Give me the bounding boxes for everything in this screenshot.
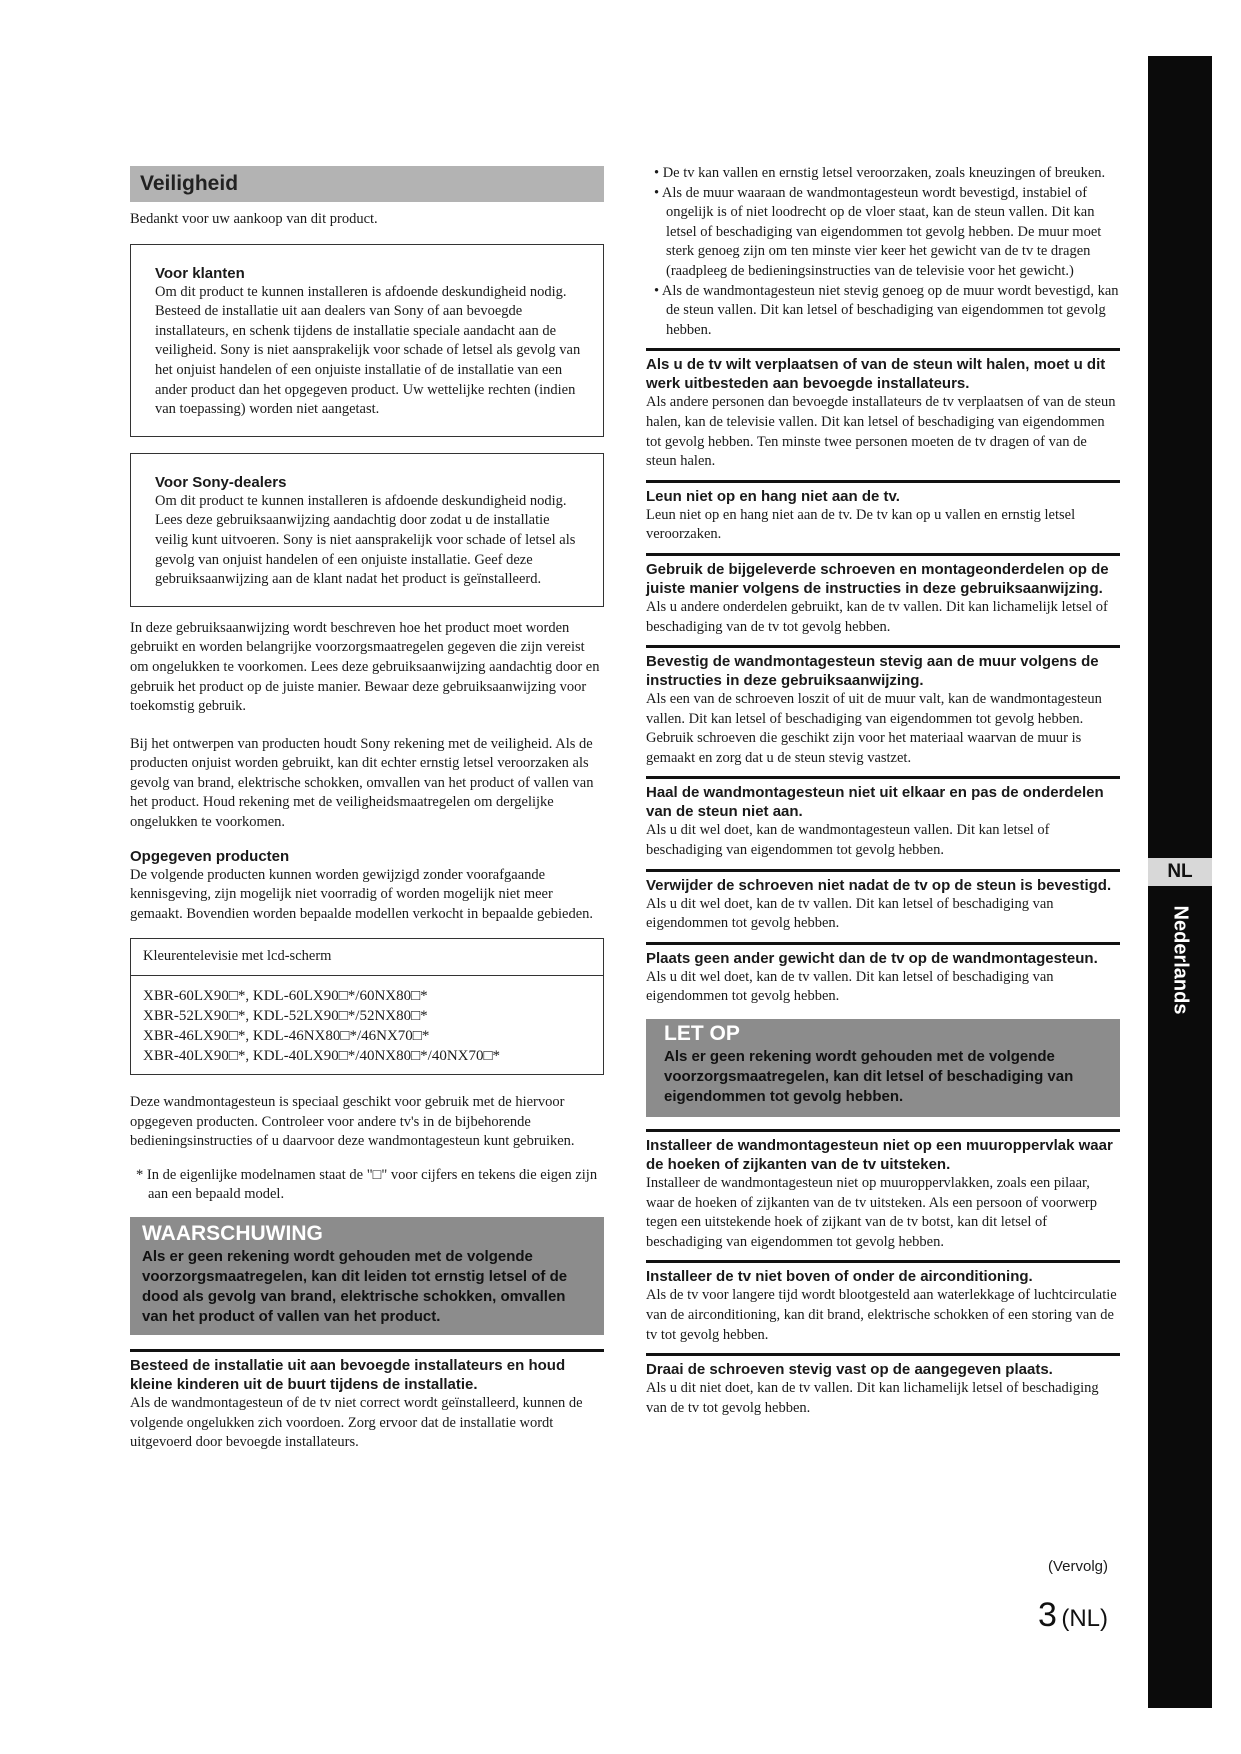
section-heading: Bevestig de wandmontagesteun stevig aan de muur volgens de instructies in deze gebruiksaanwijzing. [646,653,1099,690]
warning-title: WAARSCHUWING [142,1222,323,1245]
section-heading: Verwijder de schroeven niet nadat de tv op de steun is bevestigd. [646,876,1112,894]
bullet-item: • Als de wandmontagesteun niet stevig genoeg op de muur wordt bevestigd, kan de steun vallen. Dit kan letsel of beschadiging van eigendommen tot gevolg hebben. [646,282,1120,341]
dealers-heading: Voor Sony-dealers [155,473,287,491]
risk-bullet-list [646,164,1120,340]
customers-text: Om dit product te kunnen installeren is afdoende deskundigheid nodig. Besteed de installatie uit aan dealers van Sony of aan bevoegde installateurs, en schenk tijdens de installatie speciale aandacht aan de veiligheid. Sony is niet aansprakelijk voor schade of letsel als gevolg van het onjuist handelen of een onjuiste installatie of de installatie van een ander product dan het opgegeven product. Uw wettelijke rechten (indien van toepassing) worden niet aangetast. [155,283,581,418]
section-heading: Leun niet op en hang niet aan de tv. [646,487,900,505]
section-move-tv [646,348,1120,471]
section-heading: Draai de schroeven stevig vast op de aangegeven plaats. [646,1361,1053,1379]
model-category: Kleurentelevisie met lcd-scherm [131,939,603,976]
section-heading: Installeer de wandmontagesteun niet op een muuroppervlak waar de hoeken of zijkanten van de tv uitsteken. [646,1137,1113,1174]
install-heading: Besteed de installatie uit aan bevoegde installateurs en houd kleine kinderen uit de buurt tijdens de installatie. [130,1357,566,1393]
section-heading: Als u de tv wilt verplaatsen of van de steun wilt halen, moet u dit werk uitbesteden aan bevoegde installateurs. [646,356,1106,393]
page-number [980,1596,1108,1635]
paragraph-compatibility: Deze wandmontagesteun is speciaal geschikt voor gebruik met de hiervoor opgegeven producten. Controleer voor andere tv's in de bijbehorende bedieningsinstructies of u daarvoor deze wandmontagesteun kunt gebruiken. [130,1094,575,1150]
paragraph-usage: In deze gebruiksaanwijzing wordt beschreven hoe het product moet worden gebruikt en worden belangrijke voorzorgsmaatregelen gegeven die zijn vereist om ongelukken te voorkomen. Lees deze gebruiksaanwijzing aandachtig door en gebruik het product op de juiste manier. Bewaar deze gebruiksaanwijzing voor toekomstig gebruik. [130,619,600,715]
section-secure-bracket [646,645,1120,768]
caution-box [646,1019,1120,1117]
section-text: Als u dit niet doet, kan de tv vallen. Dit kan lichamelijk letsel of beschadiging van de tv tot gevolg hebben. [646,1380,1099,1416]
section-title-veiligheid: Veiligheid [130,166,604,202]
model-table [130,938,604,1075]
language-code-badge: NL [1148,858,1212,886]
section-heading: Installeer de tv niet boven of onder de airconditioning. [646,1268,1033,1286]
section-text: Als de tv voor langere tijd wordt blootgesteld aan waterlekkage of luchtcirculatie van de airconditioning, kan dit brand, elektrische schokken of een storing van de tv tot gevolg hebben. [646,1287,1117,1343]
bullet-item: • Als de muur waaraan de wandmontagesteun wordt bevestigd, instabiel of ongelijk is of niet loodrecht op de vloer staat, kan de steun vallen. Dit kan letsel of beschadiging van eigendommen tot gevolg hebben. De muur moet sterk genoeg zijn om ten minste vier keer het gewicht van de tv te dragen (raadpleeg de bedieningsinstructies van de televisie voor het gewicht.) [646,184,1120,282]
section-heading: Plaats geen ander gewicht dan de tv op de wandmontagesteun. [646,949,1098,967]
section-airconditioning [646,1260,1120,1345]
page-number-value: 3 [1037,1596,1057,1634]
paragraph-safety: Bij het ontwerpen van producten houdt Sony rekening met de veiligheid. Als de producten onjuist worden gebruikt, kan dit echter ernstig letsel veroorzaken als gevolg van brand, elektrische schokken, omvallen van het product of vallen van het product. Houd rekening met de veiligheidsmaatregelen om dergelijke ongelukken te voorkomen. [130,735,594,831]
caution-title: LET OP [664,1022,740,1046]
bullet-item: • De tv kan vallen en ernstig letsel veroorzaken, zoals kneuzingen of breuken. [646,164,1120,184]
section-text: Als u andere onderdelen gebruikt, kan de tv vallen. Dit kan lichamelijk letsel of beschadiging van de tv tot gevolg hebben. [646,598,1108,635]
section-text: Leun niet op en hang niet aan de tv. De tv kan op u vallen en ernstig letsel veroorzaken. [646,506,1076,543]
section-disassemble [646,776,1120,860]
section-screws-parts [646,553,1120,637]
warning-box [130,1217,604,1335]
section-text: Als u dit wel doet, kan de tv vallen. Dit kan letsel of beschadiging van eigendommen tot gevolg hebben. [646,968,1054,1005]
continued-label: (Vervolg) [1047,1558,1108,1575]
section-text: Installeer de wandmontagesteun niet op muuroppervlakken, zoals een pilaar, waar de hoeken of zijkanten van de tv uitsteken. Als een persoon of voorwerp tegen een uitstekende hoek of zijkant van de tv botst, kan dit letsel of beschadiging van eigendommen tot gevolg hebben. [646,1175,1097,1250]
intro-text: Bedankt voor uw aankoop van dit product. [130,211,378,227]
section-text: Als u dit wel doet, kan de wandmontagesteun vallen. Dit kan letsel of beschadiging van eigendommen tot gevolg hebben. [646,822,1050,859]
warning-text: Als er geen rekening wordt gehouden met de volgende voorzorgsmaatregelen, kan dit leiden tot ernstig letsel of de dood als gevolg van brand, elektrische schokken, omvallen van het product of vallen van het product. [142,1248,568,1325]
section-heading: Haal de wandmontagesteun niet uit elkaar en pas de onderdelen van de steun niet aan. [646,784,1104,821]
model-list [131,976,603,1074]
page-language-suffix: (NL) [1061,1605,1108,1632]
model-row: XBR-52LX90□*, KDL-52LX90□*/52NX80□* [143,1008,428,1025]
install-section [130,1349,604,1453]
model-row: XBR-40LX90□*, KDL-40LX90□*/40NX80□*/40NX70□* [143,1048,501,1065]
customers-box [130,244,604,437]
model-row: XBR-60LX90□*, KDL-60LX90□*/60NX80□* [143,988,428,1005]
section-extra-weight [646,942,1120,1007]
section-text: Als u dit wel doet, kan de tv vallen. Dit kan letsel of beschadiging van eigendommen tot gevolg hebben. [646,895,1054,932]
left-column [130,166,604,1453]
customers-heading: Voor klanten [155,264,245,282]
section-tighten-screws [646,1353,1120,1418]
section-remove-screws [646,869,1120,934]
model-row: XBR-46LX90□*, KDL-46NX80□*/46NX70□* [143,1028,430,1045]
products-heading: Opgegeven producten [130,847,290,865]
caution-text: Als er geen rekening wordt gehouden met de volgende voorzorgsmaatregelen, kan dit letsel of beschadiging van eigendommen tot gevolg hebben. [664,1048,1074,1106]
dealers-text: Om dit product te kunnen installeren is afdoende deskundigheid nodig. Lees deze gebruiksaanwijzing aandachtig door zodat u de installatie veilig kunt uitvoeren. Sony is niet aansprakelijk voor schade of letsel als gevolg van onjuist handelen of een onjuiste installatie. Geef deze gebruiksaanwijzing aan de klant nadat het product is geïnstalleerd. [155,492,576,588]
footnote: * In de eigenlijke modelnamen staat de "□" voor cijfers en tekens die eigen zijn aan een bepaald model. [136,1166,598,1203]
right-column [646,164,1120,1418]
section-lean [646,480,1120,545]
install-text: Als de wandmontagesteun of de tv niet correct wordt geïnstalleerd, kunnen de volgende ongelukken zich voordoen. Zorg ervoor dat de installatie wordt uitgevoerd door bevoegde installateurs. [130,1395,583,1451]
language-name-vertical: Nederlands [1169,905,1192,1015]
section-text: Als een van de schroeven loszit of uit de muur valt, kan de wandmontagesteun vallen. Dit kan letsel of beschadiging van eigendommen tot gevolg hebben. Gebruik schroeven die geschikt zijn voor het materiaal waarvan de muur is gemaakt en zorg dat u de steun stevig vastzet. [646,691,1102,766]
dealers-box [130,453,604,607]
products-text: De volgende producten kunnen worden gewijzigd zonder voorafgaande kennisgeving, zijn mogelijk niet voorradig of worden mogelijk niet meer gemaakt. Bovendien worden bepaalde modellen verkocht in bepaalde gebieden. [130,866,594,922]
section-heading: Gebruik de bijgeleverde schroeven en montageonderdelen op de juiste manier volgens de instructies in deze gebruiksaanwijzing. [646,560,1109,597]
section-protruding-corners [646,1129,1120,1252]
section-text: Als andere personen dan bevoegde installateurs de tv verplaatsen of van de steun halen, kan de televisie vallen. Dit kan letsel of beschadiging van eigendommen tot gevolg hebben. Ten minste twee personen moeten de tv dragen of van de steun halen. [646,394,1116,470]
